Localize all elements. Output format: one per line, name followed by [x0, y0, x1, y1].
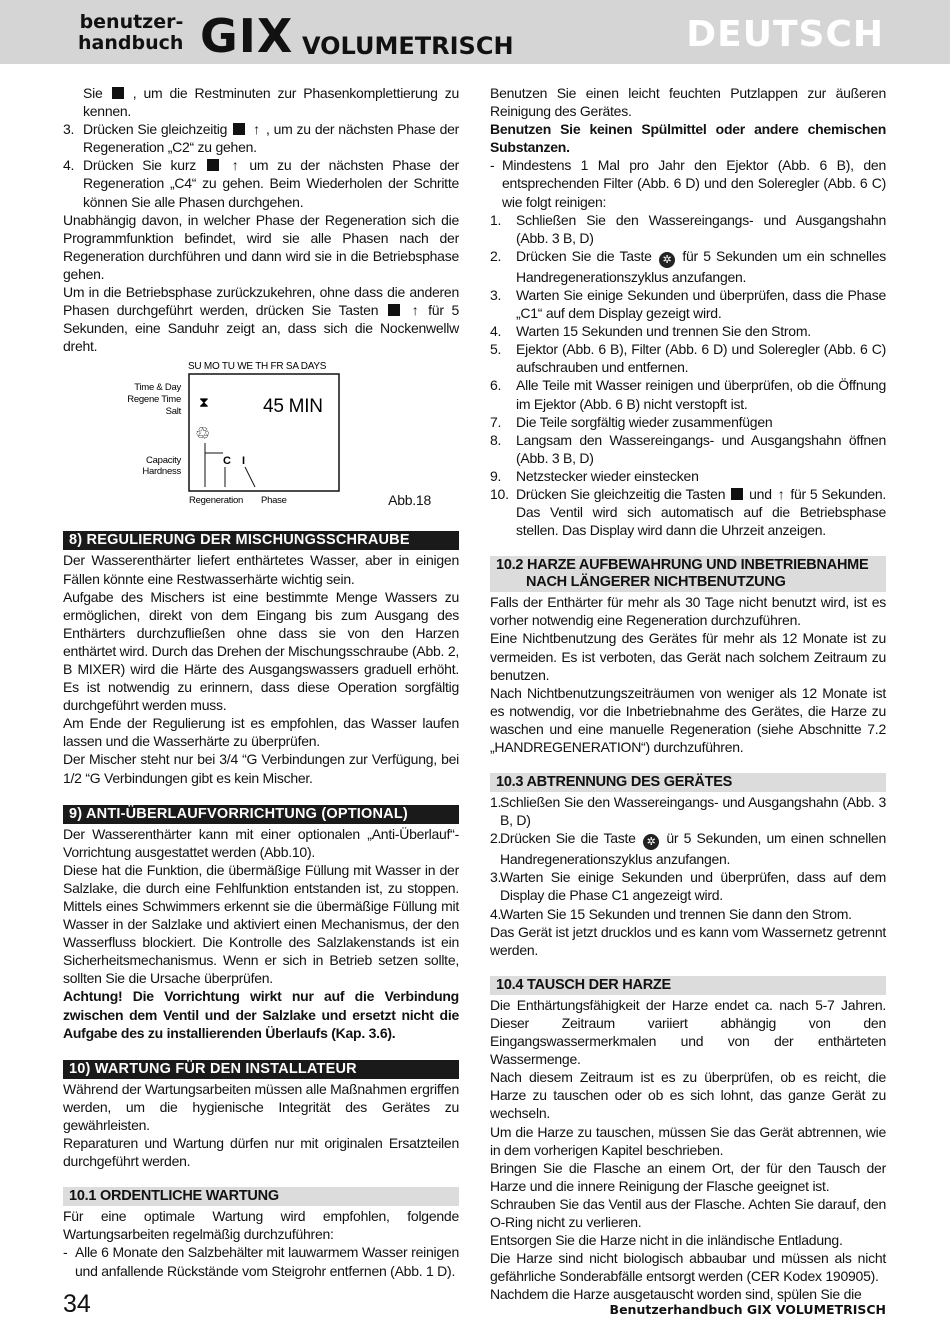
figure-label-regene-time: Regene Time	[127, 394, 181, 406]
left-column	[63, 84, 459, 1280]
paragraph: Unabhängig davon, in welcher Phase der Regeneration sich die Programmfunktion befindet, wird sie alle Phasen nach der Regeneration durchführen und dann wird sie in die Betriebsphase gehen.	[63, 211, 459, 282]
list-text: Langsam den Wassereingangs- und Ausgangshahn öffnen (Abb. 3 B, D)	[516, 431, 886, 466]
paragraph	[63, 84, 459, 120]
list-number: 1.	[490, 794, 502, 811]
text: für 5 Sekunden um ein schnelles Handregenerationszyklus anzufangen.	[516, 247, 887, 285]
figure-display-c: C	[223, 455, 231, 468]
list-item	[490, 431, 886, 467]
figure-label-capacity: Capacity	[146, 455, 181, 467]
paragraph: Während der Wartungsarbeiten müssen alle Maßnahmen ergriffen werden, um die hygienische Integrität des Gerätes zu gewährleisten.	[63, 1080, 459, 1133]
figure-label-time-day: Time & Day	[134, 382, 181, 394]
figure-label-hardness: Hardness	[142, 466, 181, 478]
right-column	[490, 84, 886, 1303]
text: Drücken Sie die Taste	[516, 247, 652, 264]
list-text: Warten 15 Sekunden und trennen Sie den Strom.	[516, 323, 811, 340]
paragraph: Nach diesem Zeitraum ist es zu überprüfen, ob es reicht, die Harze zu tauschen oder ob es sich lohnt, das ganze Gerät zu wechseln.	[490, 1069, 886, 1122]
text: Drücken Sie gleichzeitig	[83, 121, 228, 138]
paragraph: Die Harze sind nicht biologisch abbaubar und müssen als nicht gefährliche Sonderabfälle entsorgt werden (CER Kodex 190905).	[490, 1250, 886, 1285]
section-heading-10-1: 10.1 ORDENTLICHE WARTUNG	[63, 1187, 459, 1206]
list-number: 9.	[490, 467, 502, 484]
list-text: Mindestens 1 Mal pro Jahr den Ejektor (Abb. 6 B), den entsprechenden Filter (Abb. 6 D) und den Soleregler (Abb. 6 C) wie folgt reinigen:	[502, 157, 886, 210]
figure-label-salt: Salt	[165, 406, 181, 418]
list-item	[490, 868, 886, 904]
text: und	[749, 485, 772, 502]
figure-label-regeneration: Regeneration	[189, 495, 244, 507]
list-item	[490, 793, 886, 829]
paragraph: Reparaturen und Wartung dürfen nur mit originalen Ersatzteilen durchgeführt werden.	[63, 1135, 459, 1170]
page-header	[0, 0, 950, 64]
list-number: 1.	[490, 211, 502, 228]
paragraph	[63, 283, 459, 355]
paragraph: Das Gerät ist jetzt drucklos und es kann vom Wassernetz getrennt werden.	[490, 923, 886, 958]
list-text: Schließen Sie den Wassereingangs- und Ausgangshahn (Abb. 3 B, D)	[500, 794, 886, 829]
list-text	[516, 247, 886, 286]
figure-display-i: I	[242, 455, 245, 468]
header-subtitle-line2: handbuch	[78, 32, 184, 54]
list-text: Alle Teile mit Wasser reinigen und überprüfen, ob die Öffnung im Ejektor (Abb. 6 B) nicht verstopft ist.	[516, 377, 886, 412]
list-item	[63, 1243, 459, 1279]
paragraph: Eine Nichtbenutzung des Gerätes für mehr als 12 Monate ist zu vermeiden. Es ist verboten, das Gerät nach solchem Zeitraum zu benutzen.	[490, 630, 886, 683]
list-text: Die Teile sorgfältig wieder zusammenfügen	[516, 413, 773, 430]
text: , um die Restminuten zur Phasenkomplettierung zu kennen.	[83, 85, 459, 120]
list-item	[490, 467, 886, 485]
up-arrow-icon: ↑	[777, 485, 785, 502]
section-heading-10-4: 10.4 TAUSCH DER HARZE	[490, 976, 886, 995]
up-arrow-icon: ↑	[253, 121, 260, 138]
list-number: 2.	[490, 830, 502, 847]
footer-title: Benutzerhandbuch GIX VOLUMETRISCH	[609, 1302, 886, 1317]
list-number: 3.	[490, 869, 502, 886]
list-number: 3.	[490, 286, 502, 303]
display-frame	[189, 374, 339, 491]
text: , um zu der nächsten Phase der Regeneration „C2“ zu gehen.	[83, 121, 460, 156]
display-figure	[63, 357, 459, 513]
list-item	[490, 485, 886, 539]
paragraph: Aufgabe des Mischers ist eine bestimmte Menge Wassers zu ermöglichen, direkt von dem Eingang bis zum Ausgang des Enthärters durchzufließen ohne dass sie von den Harzen enthärtet wird. Durch das Drehen der Mischungsschraube (Abb. 2, B MIXER) wird die Härte des Ausgangswassers graduell erhöht. Es ist notwendig zu erinnern, dass diese Operation sorgfältig durchgeführt werden muss.	[63, 588, 459, 714]
header-language: DEUTSCH	[686, 14, 884, 55]
black-square-key-icon	[112, 87, 124, 99]
black-square-key-icon	[388, 304, 400, 316]
paragraph: Schrauben Sie das Ventil aus der Flasche. Achten Sie darauf, den O-Ring nicht zu verlieren.	[490, 1195, 886, 1230]
figure-days-label: SU MO TU WE TH FR SA DAYS	[188, 361, 327, 373]
paragraph: Der Wasserenthärter kann mit einer optionalen „Anti-Überlauf“-Vorrichtung ausgestattet werden (Abb.10).	[63, 825, 459, 860]
list-dash: -	[490, 157, 495, 174]
header-model: VOLUMETRISCH	[302, 32, 514, 60]
list-number: 4.	[63, 157, 75, 174]
list-item	[490, 905, 886, 923]
list-text: Warten Sie einige Sekunden und überprüfen, dass die Phase „C1“ auf dem Display gezeigt wird.	[516, 286, 886, 322]
text: Drücken Sie kurz	[83, 157, 197, 174]
section-heading-10-3: 10.3 ABTRENNUNG DES GERÄTES	[490, 773, 886, 792]
paragraph: Die Enthärtungsfähigkeit der Harze endet ca. nach 5-7 Jahren. Dieser Zeitraum variiert abhängig von den Eingangswassermerkmalen und von der enthärteten Wassermenge.	[490, 996, 886, 1068]
list-number: 4.	[490, 905, 502, 922]
list-item	[490, 247, 886, 286]
heading-line2: NACH LÄNGERER NICHTBENUTZUNG	[526, 574, 786, 591]
list-number: 4.	[490, 323, 502, 340]
warning-paragraph: Benutzen Sie keinen Spülmittel oder andere chemischen Substanzen.	[490, 121, 886, 156]
list-item	[490, 376, 886, 412]
list-text	[500, 829, 886, 868]
list-text: Warten Sie 15 Sekunden und trennen Sie dann den Strom.	[500, 905, 852, 922]
list-item	[490, 286, 886, 322]
paragraph: Der Mischer steht nur bei 3/4 “G Verbindungen zur Verfügung, bei 1/2 “G Verbindungen gibt es kein Mischer.	[63, 751, 459, 786]
list-item	[63, 156, 459, 210]
paragraph: Nach Nichtbenutzungszeiträumen von weniger als 12 Monate ist es notwendig, vor die Inbetriebnahme des Gerätes, die Harze zu waschen und eine manuelle Regeneration (siehe Abschnitte 7.2 „HANDREGENERATION“) durchzuführen.	[490, 684, 886, 755]
list-text: Alle 6 Monate den Salzbehälter mit lauwarmem Wasser reinigen und anfallende Rückstände vom Steigrohr entfernen (Abb. 1 D).	[75, 1244, 459, 1279]
paragraph: Diese hat die Funktion, die übermäßige Füllung mit Wasser in der Salzlake, die durch eine Fehlfunktion entstanden ist, zu stoppen. Mittels eines Schwimmers erkennt sie die übermäßige Füllung mit Wasser in der Salzlake und aktiviert einen Mechanismus, der den Wasserfluss blockiert. Die Kontrolle des Salzlakenstands ist ein Sicherheitsmechanismus. Wenn er sich in Betrieb setzen sollte, sollten Sie die Ursache überprüfen.	[63, 861, 459, 987]
figure-caption: Abb.18	[388, 492, 431, 509]
figure-label-phase: Phase	[261, 495, 287, 507]
text: für 5 Sekunden. Das Ventil wird sich automatisch auf die Betriebsphase stellen. Das Display wird dann die Uhrzeit anzeigen.	[516, 485, 887, 539]
list-item	[490, 322, 886, 340]
paragraph: Um die Harze zu tauschen, müssen Sie das Gerät abtrennen, wie in dem vorherigen Kapitel beschrieben.	[490, 1123, 886, 1158]
list-item	[490, 413, 886, 431]
warning-paragraph: Achtung! Die Vorrichtung wirkt nur auf die Verbindung zwischen dem Ventil und der Salzlake und ersetzt nicht die Aufgabe des zu installierenden Überlaufs (Kap. 3.6).	[63, 988, 459, 1041]
list-text	[83, 120, 459, 156]
up-arrow-icon: ↑	[231, 157, 239, 174]
paragraph: Bringen Sie die Flasche an einem Ort, der für den Tausch der Harze und die innere Reinigung der Flasche geeignet ist.	[490, 1159, 886, 1194]
text: Drücken Sie die Taste	[500, 830, 636, 847]
section-heading-9: 9) ANTI-ÜBERLAUFVORRICHTUNG (OPTIONAL)	[63, 805, 459, 824]
list-number: 7.	[490, 413, 502, 430]
list-text	[516, 485, 886, 539]
list-number: 6.	[490, 377, 502, 394]
heading-line1: 10.2 HARZE AUFBEWAHRUNG UND INBETRIEBNAHME	[496, 557, 869, 574]
list-item	[490, 211, 886, 247]
list-number: 2.	[490, 247, 502, 264]
header-subtitle-line1: benutzer-	[79, 11, 184, 33]
list-text: Ejektor (Abb. 6 B), Filter (Abb. 6 D) und Soleregler (Abb. 6 C) aufschrauben und entfernen.	[516, 341, 886, 376]
list-number: 10.	[490, 485, 509, 502]
black-square-key-icon	[731, 488, 743, 500]
paragraph: Für eine optimale Wartung wird empfohlen, folgende Wartungsarbeiten regelmäßig durchzuführen:	[63, 1208, 459, 1243]
regeneration-fan-icon: ✲	[659, 252, 675, 268]
figure-display-value: 45 MIN	[263, 396, 323, 418]
list-text	[83, 156, 459, 210]
black-square-key-icon	[233, 123, 245, 135]
list-dash: -	[63, 1244, 68, 1261]
header-brand: GIX	[200, 9, 294, 63]
hourglass-icon: ⧗	[199, 395, 209, 412]
section-heading-10: 10) WARTUNG FÜR DEN INSTALLATEUR	[63, 1060, 459, 1079]
paragraph: Benutzen Sie einen leicht feuchten Putzlappen zur äußeren Reinigung des Gerätes.	[490, 85, 886, 120]
display-diagram	[123, 357, 353, 507]
section-heading-10-2	[490, 556, 886, 592]
list-item	[490, 829, 886, 868]
paragraph: Der Wasserenthärter liefert enthärtetes Wasser, aber in einigen Fällen könnte eine Restwasserhärte wichtig sein.	[63, 552, 459, 587]
text: für 5 Sekunden, eine Sanduhr zeigt an, dass sich die Nockenwellw dreht.	[63, 302, 460, 355]
paragraph: Entsorgen Sie die Harze nicht in die inländische Entladung.	[490, 1232, 843, 1249]
up-arrow-icon: ↑	[411, 302, 419, 319]
recycle-icon: ♲	[195, 424, 210, 445]
list-text: Netzstecker wieder einstecken	[516, 467, 699, 484]
paragraph: Nachdem die Harze ausgetauscht worden sind, spülen Sie die	[490, 1286, 862, 1303]
text: Um in die Betriebsphase zurückzukehren, ohne dass die anderen Phasen durchgeführt werden, drücken Sie Tasten	[63, 284, 459, 319]
list-number: 3.	[63, 121, 75, 138]
black-square-key-icon	[207, 159, 219, 171]
header-subtitle	[78, 12, 183, 54]
regeneration-fan-icon: ✲	[643, 834, 659, 850]
paragraph: Am Ende der Regulierung ist es empfohlen, das Wasser laufen lassen und die Wasserhärte zu überprüfen.	[63, 715, 459, 750]
text: Drücken Sie gleichzeitig die Tasten	[516, 485, 726, 502]
text: ür 5 Sekunden, um einen schnellen Handregenerationszyklus anzufangen.	[500, 830, 887, 868]
paragraph: Falls der Enthärter für mehr als 30 Tage nicht benutzt wird, ist es vorher notwendig eine Regeneration durchzuführen.	[490, 594, 886, 629]
list-number: 5.	[490, 341, 502, 358]
page-number: 34	[63, 1290, 91, 1318]
list-item	[63, 120, 459, 156]
list-text: Schließen Sie den Wassereingangs- und Ausgangshahn (Abb. 3 B, D)	[516, 211, 886, 246]
phase-leader-line	[245, 467, 255, 487]
section-heading-8: 8) REGULIERUNG DER MISCHUNGSSCHRAUBE	[63, 531, 459, 550]
text: um zu der nächsten Phase der Regeneration „C4“ zu gehen. Beim Wiederholen der Schritte können Sie alle Phasen durchgehen.	[83, 157, 460, 210]
text: Sie	[83, 85, 103, 101]
list-item	[490, 156, 886, 210]
list-text: Warten Sie einige Sekunden und überprüfen, dass auf dem Display die Phase C1 angezeigt wird.	[500, 869, 886, 904]
list-number: 8.	[490, 431, 502, 448]
list-item	[490, 340, 886, 376]
